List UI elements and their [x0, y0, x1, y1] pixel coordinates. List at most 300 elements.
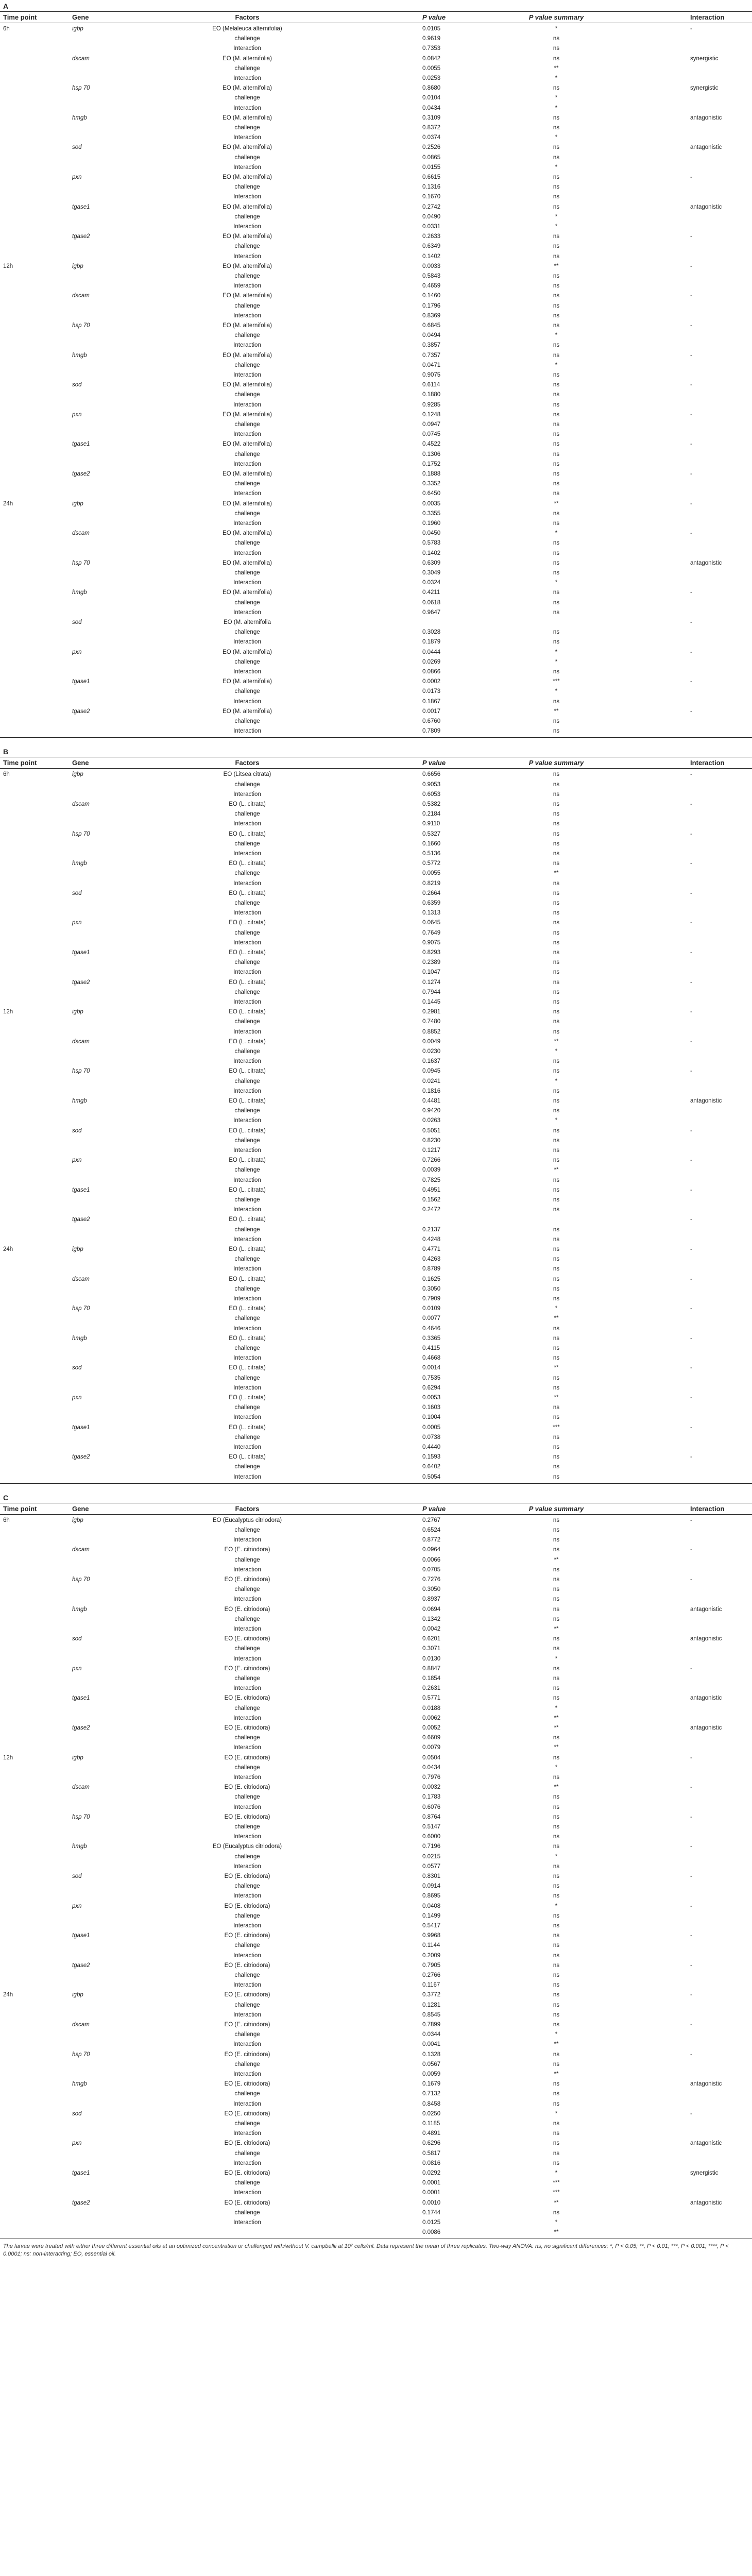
cell-interaction: antagonistic [690, 204, 722, 210]
table-row [0, 2188, 752, 2197]
cell-p-summary: ns [553, 1058, 560, 1065]
cell-p-summary: ns [553, 372, 560, 378]
table-row [0, 113, 752, 123]
cell-gene: tgase2 [72, 1454, 90, 1461]
cell-p-value: 0.0434 [422, 1764, 441, 1771]
cell-p-summary: ns [553, 2140, 560, 2147]
table-row [0, 380, 752, 389]
cell-p-summary: ns [553, 1537, 560, 1544]
cell-p-summary: * [555, 1117, 558, 1124]
table-row [0, 439, 752, 449]
table-row [0, 1402, 752, 1412]
cell-factor: challenge [234, 1137, 260, 1144]
table-row [0, 2049, 752, 2059]
cell-interaction: - [690, 950, 692, 956]
table-row [0, 1545, 752, 1554]
cell-gene: hmgb [72, 589, 87, 596]
cell-p-summary: ns [553, 1774, 560, 1781]
cell-p-value: 0.6524 [422, 1527, 441, 1533]
cell-gene: hmgb [72, 860, 87, 867]
cell-p-summary: ns [553, 323, 560, 329]
cell-p-summary: ns [553, 1685, 560, 1692]
cell-p-value: 0.6053 [422, 791, 441, 798]
cell-p-value: 0.8219 [422, 880, 441, 887]
cell-p-value: 0.5771 [422, 1695, 441, 1702]
table-row [0, 1442, 752, 1452]
cell-p-value: 0.0324 [422, 580, 441, 586]
cell-p-value: 0.1328 [422, 2051, 441, 2058]
table-row [0, 1086, 752, 1096]
cell-p-value: 0.0250 [422, 2110, 441, 2117]
table-row [0, 1333, 752, 1343]
cell-factor: challenge [234, 2150, 260, 2157]
cell-p-value: 0.0105 [422, 26, 441, 32]
cell-interaction: antagonistic [690, 1098, 722, 1104]
cell-factor: challenge [234, 1972, 260, 1978]
cell-p-value: 0.7535 [422, 1375, 441, 1381]
cell-factor: Interaction [233, 1893, 261, 1900]
cell-p-value: 0.2633 [422, 233, 441, 240]
cell-factor: Interaction [233, 1384, 261, 1391]
table-row [0, 2069, 752, 2079]
cell-gene: tgase2 [72, 1725, 90, 1731]
table-row [0, 488, 752, 498]
cell-p-summary: ns [553, 1147, 560, 1154]
cell-p-summary: ** [554, 65, 559, 72]
cell-factor: challenge [234, 1404, 260, 1411]
cell-interaction: - [690, 263, 692, 269]
cell-p-summary: ns [553, 36, 560, 42]
table-row [0, 769, 752, 779]
cell-p-summary: ns [553, 1952, 560, 1959]
cell-p-value: 0.5772 [422, 860, 441, 867]
cell-p-summary: ns [553, 1355, 560, 1362]
cell-interaction: - [690, 174, 692, 180]
cell-p-value: 0.2767 [422, 1517, 441, 1523]
cell-p-value: 0.7809 [422, 728, 441, 735]
cell-p-summary: ns [553, 629, 560, 636]
cell-factor: Interaction [233, 520, 261, 527]
table-row [0, 499, 752, 509]
cell-p-summary: ns [553, 1236, 560, 1243]
cell-factor: challenge [234, 1464, 260, 1470]
cell-p-summary: ** [554, 263, 559, 269]
table-row [0, 1951, 752, 1960]
table-row [0, 1693, 752, 1703]
cell-p-summary: ns [553, 1636, 560, 1642]
table-row [0, 1343, 752, 1353]
cell-factor: EO (M. alternifolia) [223, 589, 272, 596]
table-row [0, 2217, 752, 2227]
cell-gene: sod [72, 2110, 82, 2117]
cell-factor: challenge [234, 1794, 260, 1801]
cell-factor: EO (L. citrata) [229, 1157, 266, 1164]
cell-p-value: 0.6359 [422, 900, 441, 906]
cell-factor: challenge [234, 989, 260, 995]
table-row [0, 1643, 752, 1653]
cell-p-summary: ns [553, 1197, 560, 1203]
table-row [0, 1324, 752, 1333]
cell-factor: Interaction [233, 1596, 261, 1603]
cell-p-summary: ns [553, 431, 560, 438]
cell-p-value: 0.5382 [422, 801, 441, 807]
cell-p-summary: ns [553, 1695, 560, 1702]
table-row [0, 142, 752, 152]
table-row [0, 1234, 752, 1244]
cell-p-summary: * [555, 1078, 558, 1084]
cell-interaction: - [690, 771, 692, 778]
table-row [0, 928, 752, 938]
cell-p-value: 0.0109 [422, 1306, 441, 1312]
cell-interaction: - [690, 1873, 692, 1879]
cell-p-summary: ns [553, 312, 560, 319]
cell-factor: Interaction [233, 1804, 261, 1810]
cell-p-value: 0.9647 [422, 609, 441, 616]
cell-time-point: 12h [3, 1009, 13, 1015]
table-footnote: The larvae were treated with either three different essential oils at an optimized concentration or challenged with/without V. campbellii at 10⁷ cells/ml. Data represent the mean of three replicates. Two-way ANOVA: ns, no significant differences; *, P < 0.05; **, P < 0.01; ***, P < 0.001; ****, P < 0.0001; ns: non-interacting; EO, essential oil. [3, 2243, 729, 2258]
cell-gene: dscam [72, 55, 90, 62]
cell-p-value: 0.8372 [422, 125, 441, 131]
cell-p-summary: ns [553, 1735, 560, 1741]
cell-p-summary: ns [553, 441, 560, 448]
table-row [0, 1422, 752, 1432]
cell-factor: EO (M. alternifolia) [223, 114, 272, 121]
cell-gene: tgase1 [72, 204, 90, 210]
cell-p-summary: ns [553, 1276, 560, 1282]
cell-p-summary: ns [553, 174, 560, 180]
table-row [0, 716, 752, 726]
cell-p-summary: ns [553, 801, 560, 807]
cell-p-summary: ns [553, 589, 560, 596]
cell-factor: Interaction [233, 880, 261, 887]
cell-p-summary: ns [553, 599, 560, 606]
cell-factor: EO (E. citriodora) [224, 1577, 270, 1583]
cell-p-summary: ns [553, 461, 560, 467]
cell-p-value: 0.4248 [422, 1236, 441, 1243]
cell-interaction: - [690, 530, 692, 537]
header-time-point: Time point [3, 1504, 37, 1513]
table-row [0, 449, 752, 459]
table-row [0, 1274, 752, 1284]
cell-p-value: 0.5843 [422, 273, 441, 279]
cell-factor: challenge [234, 1527, 260, 1533]
cell-p-value: 0.0055 [422, 65, 441, 72]
table-row [0, 1871, 752, 1881]
cell-p-value: 0.8789 [422, 1266, 441, 1273]
cell-p-value: 0.9110 [422, 821, 440, 827]
table-header [0, 11, 752, 23]
table-row [0, 1664, 752, 1673]
cell-factor: EO (M. alternifolia) [223, 411, 272, 418]
table-row [0, 231, 752, 241]
table-row [0, 1412, 752, 1422]
table-row [0, 1594, 752, 1604]
table-row [0, 1525, 752, 1535]
table-row [0, 1703, 752, 1713]
cell-p-summary: ns [553, 45, 560, 52]
cell-factor: challenge [234, 1675, 260, 1682]
cell-factor: EO (E. citriodora) [224, 2199, 270, 2206]
table-row [0, 1175, 752, 1185]
cell-p-value: 0.0866 [422, 669, 441, 675]
cell-factor: Interaction [233, 490, 261, 497]
cell-p-summary: ns [553, 451, 560, 457]
cell-p-value: 0.1185 [422, 2121, 440, 2127]
cell-interaction: - [690, 1424, 692, 1431]
table-row [0, 1056, 752, 1066]
cell-p-value: 0.2184 [422, 811, 441, 818]
cell-p-value: 0.1167 [422, 1982, 440, 1989]
cell-p-summary: * [555, 75, 558, 81]
cell-p-summary: ** [554, 1395, 559, 1401]
cell-factor: Interaction [233, 401, 261, 408]
cell-factor: EO (E. citriodora) [224, 2110, 270, 2117]
cell-factor: EO (L. citrata) [229, 1424, 266, 1431]
cell-p-summary: ns [553, 510, 560, 517]
cell-gene: sod [72, 890, 82, 896]
table-row [0, 779, 752, 789]
cell-factor: Interaction [233, 1177, 261, 1183]
cell-p-value: 0.8230 [422, 1137, 441, 1144]
cell-interaction: - [690, 708, 692, 715]
cell-factor: EO (L. citrata) [229, 950, 266, 956]
cell-p-summary: ns [553, 411, 560, 418]
cell-p-summary: * [555, 134, 558, 141]
cell-factor: Interaction [233, 1325, 261, 1332]
table-row [0, 977, 752, 987]
cell-p-summary: * [555, 1705, 558, 1711]
table-row [0, 1733, 752, 1742]
cell-gene: hsp 70 [72, 323, 90, 329]
cell-p-summary: ns [553, 2091, 560, 2097]
table-row [0, 1792, 752, 1802]
table-row [0, 1205, 752, 1214]
cell-p-summary: ns [553, 144, 560, 151]
table-row [0, 1861, 752, 1871]
cell-p-value: 0.8545 [422, 2011, 441, 2018]
cell-p-value: 0.0694 [422, 1606, 441, 1613]
cell-p-summary: ns [553, 1912, 560, 1919]
cell-p-summary: ns [553, 2061, 560, 2067]
cell-p-value: 0.6845 [422, 323, 441, 329]
cell-p-value: 0.2664 [422, 890, 441, 896]
cell-p-summary: * [555, 2170, 558, 2176]
cell-interaction: - [690, 649, 692, 655]
cell-interaction: - [690, 1038, 692, 1045]
cell-interaction: - [690, 860, 692, 867]
cell-interaction: - [690, 1665, 692, 1672]
cell-factor: challenge [234, 1764, 260, 1771]
cell-p-summary: ns [553, 481, 560, 487]
cell-p-summary: * [555, 362, 558, 368]
cell-interaction: antagonistic [690, 144, 722, 151]
table-row [0, 2089, 752, 2098]
cell-factor: challenge [234, 65, 260, 72]
cell-interaction: antagonistic [690, 2140, 722, 2147]
table-row [0, 1891, 752, 1901]
cell-p-value: 0.0434 [422, 105, 441, 111]
table-row [0, 2198, 752, 2208]
cell-factor: EO (L. citrata) [229, 860, 266, 867]
cell-factor: challenge [234, 1256, 260, 1263]
cell-p-summary: ns [553, 771, 560, 778]
cell-p-value: 0.7357 [422, 352, 441, 359]
table-row [0, 849, 752, 858]
cell-p-summary: * [555, 649, 558, 655]
cell-factor: EO (L. citrata) [229, 1276, 266, 1282]
cell-p-value: 0.6309 [422, 560, 441, 566]
cell-interaction: - [690, 441, 692, 448]
cell-gene: tgase2 [72, 1216, 90, 1223]
table-row [0, 1066, 752, 1076]
cell-interaction: - [690, 2022, 692, 2028]
cell-p-value: 0.6402 [422, 1464, 441, 1470]
cell-factor: challenge [234, 629, 260, 636]
cell-time-point: 6h [3, 1517, 10, 1523]
cell-interaction: - [690, 1903, 692, 1909]
cell-p-summary: * [555, 1764, 558, 1771]
cell-p-value: 0.6296 [422, 2140, 441, 2147]
cell-factor: EO (E. citriodora) [224, 2081, 270, 2088]
cell-p-value: 0.3050 [422, 1586, 441, 1593]
cell-p-summary: ** [554, 2041, 559, 2048]
header-time-point: Time point [3, 759, 37, 767]
cell-p-summary: ** [554, 1744, 559, 1751]
cell-gene: dscam [72, 801, 90, 807]
cell-factor: Interaction [233, 1655, 261, 1662]
cell-factor: Interaction [233, 105, 261, 111]
cell-factor: Interaction [233, 1834, 261, 1840]
table-row [0, 1683, 752, 1693]
cell-gene: dscam [72, 1038, 90, 1045]
cell-p-summary: ns [553, 669, 560, 675]
cell-p-summary: ns [553, 979, 560, 986]
cell-interaction: - [690, 1843, 692, 1850]
cell-p-value: 0.1274 [422, 979, 441, 986]
cell-factor: challenge [234, 1942, 260, 1949]
cell-p-summary: ns [553, 880, 560, 887]
cell-p-summary: ns [553, 273, 560, 279]
cell-factor: EO (M. alternifolia) [223, 471, 272, 477]
cell-p-value: 0.2526 [422, 144, 441, 151]
cell-factor: EO (M. alternifolia [223, 619, 271, 625]
cell-factor: EO (L. citrata) [229, 1038, 266, 1045]
cell-factor: Interaction [233, 1537, 261, 1544]
cell-p-summary: ns [553, 1384, 560, 1391]
table-row [0, 320, 752, 330]
cell-factor: challenge [234, 840, 260, 847]
table-row [0, 528, 752, 538]
table-row [0, 1046, 752, 1056]
cell-p-value: 0.0053 [422, 1395, 441, 1401]
table-row [0, 172, 752, 182]
cell-gene: dscam [72, 530, 90, 537]
cell-factor: Interaction [233, 1058, 261, 1065]
cell-factor: Interaction [233, 1028, 261, 1035]
table-row [0, 587, 752, 597]
table-row [0, 938, 752, 947]
cell-factor: Interaction [233, 1117, 261, 1124]
header-p-value-summary: P value summary [528, 13, 584, 21]
cell-factor: challenge [234, 959, 260, 966]
cell-gene: hmgb [72, 1098, 87, 1104]
cell-factor: EO (L. citrata) [229, 1009, 266, 1015]
cell-p-value: 0.6615 [422, 174, 441, 180]
cell-factor: challenge [234, 273, 260, 279]
cell-p-summary: ns [553, 1893, 560, 1900]
cell-p-value: 0.6000 [422, 1834, 441, 1840]
cell-factor: Interaction [233, 1774, 261, 1781]
cell-factor: Interaction [233, 45, 261, 52]
cell-p-summary: ** [554, 1784, 559, 1791]
cell-p-summary: ns [553, 1942, 560, 1949]
cell-p-value: 0.0002 [422, 679, 441, 685]
cell-p-value: 0.0010 [422, 2199, 441, 2206]
table-row [0, 1185, 752, 1195]
cell-interaction: - [690, 352, 692, 359]
table-row [0, 2010, 752, 2020]
cell-p-summary: ns [553, 1527, 560, 1533]
cell-factor: EO (L. citrata) [229, 1187, 266, 1193]
cell-time-point: 6h [3, 26, 10, 32]
cell-p-summary: ns [553, 55, 560, 62]
cell-factor: challenge [234, 929, 260, 936]
cell-p-value: 0.6450 [422, 490, 441, 497]
cell-interaction: antagonistic [690, 1695, 722, 1702]
table-row [0, 1852, 752, 1861]
cell-gene: sod [72, 1636, 82, 1642]
cell-factor: Interaction [233, 999, 261, 1005]
cell-p-value: 0.8695 [422, 1893, 441, 1900]
cell-factor: EO (E. citriodora) [224, 2140, 270, 2147]
cell-p-value: 0.1217 [422, 1147, 441, 1154]
cell-p-value: 0.0865 [422, 154, 441, 161]
cell-p-value: 0.7132 [422, 2091, 441, 2097]
cell-p-summary: ns [553, 1325, 560, 1332]
cell-p-summary: ns [553, 2100, 560, 2107]
cell-p-summary: ns [553, 860, 560, 867]
cell-interaction: - [690, 2051, 692, 2058]
table-row [0, 2109, 752, 2119]
cell-gene: pxn [72, 1395, 82, 1401]
cell-p-value: 0.0645 [422, 920, 441, 926]
cell-p-summary: ns [553, 283, 560, 290]
cell-p-summary: ns [553, 1285, 560, 1292]
header-factors: Factors [235, 13, 260, 21]
cell-factor: challenge [234, 1434, 260, 1440]
cell-p-summary: * [555, 105, 558, 111]
cell-gene: pxn [72, 1665, 82, 1672]
cell-factor: Interaction [233, 134, 261, 141]
cell-factor: challenge [234, 2209, 260, 2216]
cell-factor: Interaction [233, 910, 261, 917]
cell-factor: challenge [234, 1824, 260, 1830]
table-row [0, 419, 752, 429]
cell-p-summary: ns [553, 781, 560, 788]
header-p-value-summary: P value summary [528, 759, 584, 767]
cell-p-summary: ns [553, 1266, 560, 1273]
cell-factor: Interaction [233, 2071, 261, 2077]
cell-p-value: 0.4891 [422, 2130, 441, 2137]
cell-gene: tgase2 [72, 979, 90, 986]
cell-interaction: synergistic [690, 85, 719, 92]
cell-p-summary: ns [553, 1414, 560, 1421]
cell-factor: Interaction [233, 1863, 261, 1870]
cell-p-summary: ns [553, 1596, 560, 1603]
cell-factor: challenge [234, 1078, 260, 1084]
cell-p-value: 0.1854 [422, 1675, 441, 1682]
table-row [0, 1313, 752, 1323]
